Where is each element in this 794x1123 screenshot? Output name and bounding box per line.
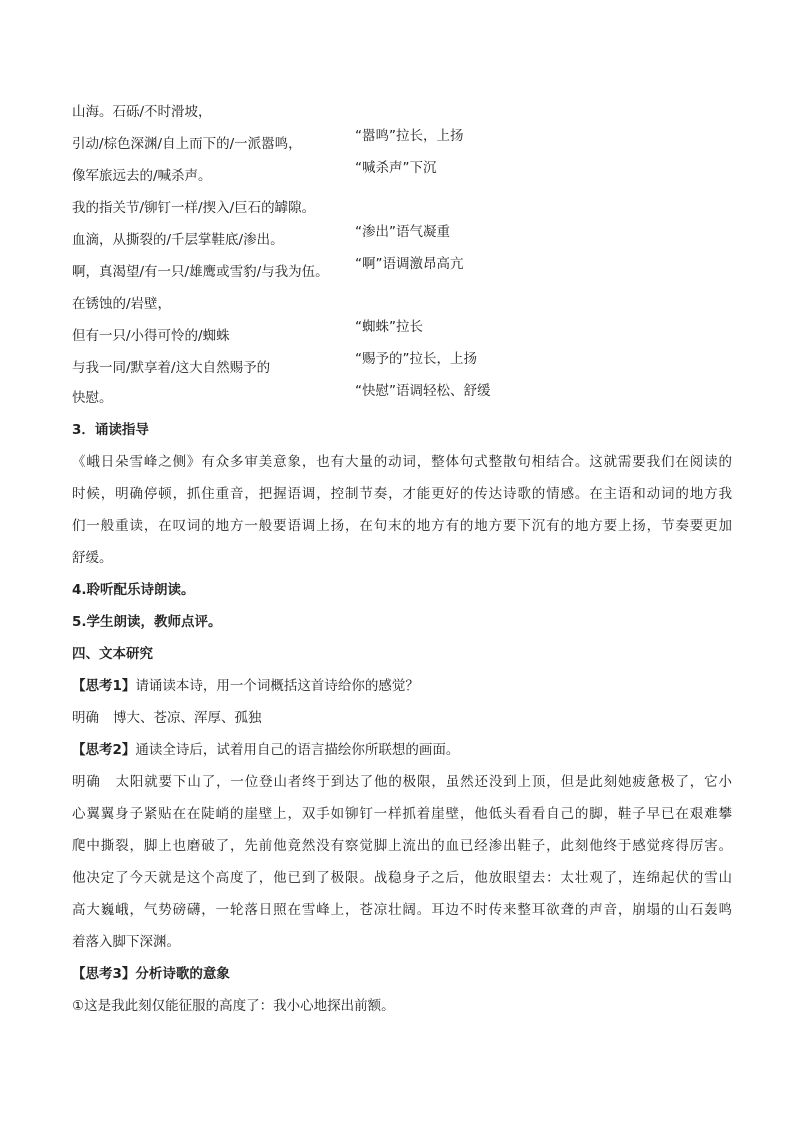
think-2-answer-line: 他决定了今天就是这个高度了，他已到了极限。战稳身子之后，他放眼望去：太壮观了，连绵起伏的雪山 bbox=[72, 870, 732, 886]
poem-line: 我的指关节/铆钉一样/揳入/巨石的罅隙。 bbox=[72, 200, 316, 216]
reading-note: “渗出”语气凝重 bbox=[355, 224, 450, 240]
think-2-label: 【思考2】 bbox=[72, 742, 136, 758]
guide-paragraph-line: 们一般重读，在叹词的地方一般要语调上扬，在句末的地方有的地方要下沉有的地方要上扬，节奏要更加 bbox=[72, 518, 732, 534]
think-2-answer-line: 心翼翼身子紧贴在在陡峭的崖壁上，双手如铆钉一样抓着崖壁，他低头看看自己的脚，鞋子早已在艰难攀 bbox=[72, 806, 732, 822]
step-5-heading: 5.学生朗读，教师点评。 bbox=[72, 614, 222, 630]
poem-line: 在锈蚀的/岩壁， bbox=[72, 296, 172, 312]
reading-note: “啊”语调激昂高亢 bbox=[355, 256, 464, 272]
guide-paragraph-line: 《峨日朵雪峰之侧》有众多审美意象，也有大量的动词，整体句式整散句相结合。这就需要我们在阅读的 bbox=[72, 454, 732, 470]
reading-note: “嚣鸣”拉长，上扬 bbox=[355, 128, 464, 144]
poem-line: 山海。石砾/不时滑坡， bbox=[72, 104, 212, 120]
think-2-answer-line: 爬中撕裂，脚上也磨破了，先前他竟然没有察觉脚上流出的血已经渗出鞋子，此刻他终于感觉疼得厉害。 bbox=[72, 838, 732, 854]
think-1-question bbox=[72, 677, 732, 695]
poem-line: 快慰。 bbox=[72, 390, 113, 406]
poem-line: 血滴，从撕裂的/千层掌鞋底/渗出。 bbox=[72, 232, 284, 248]
guide-paragraph-line: 舒缓。 bbox=[72, 550, 113, 566]
step-4-heading: 4.聆听配乐诗朗读。 bbox=[72, 582, 195, 598]
think-3-label: 【思考3】 bbox=[72, 966, 136, 982]
think-2-answer-line bbox=[72, 773, 732, 791]
poem-line: 与我一同/默享着/这大自然赐予的 bbox=[72, 360, 271, 376]
reading-note: “蜘蛛”拉长 bbox=[355, 319, 423, 335]
think-3-title: 分析诗歌的意象 bbox=[135, 966, 230, 982]
think-2-answer-line: 着落入脚下深渊。 bbox=[72, 934, 180, 950]
answer-label: 明确 bbox=[72, 710, 99, 726]
reading-note: “赐予的”拉长，上扬 bbox=[355, 351, 477, 367]
think-2-question-text: 通读全诗后，试着用自己的语言描绘你所联想的画面。 bbox=[135, 742, 460, 758]
poem-line: 啊，真渴望/有一只/雄鹰或雪豹/与我为伍。 bbox=[72, 264, 329, 280]
poem-line: 引动/棕色深渊/自上而下的/一派嚣鸣， bbox=[72, 136, 302, 152]
think-2-question bbox=[72, 741, 732, 759]
section-4-heading: 四、文本研究 bbox=[72, 646, 153, 662]
answer-label: 明确 bbox=[72, 774, 101, 790]
poem-line: 像军旅远去的/喊杀声。 bbox=[72, 168, 212, 184]
reading-note: “喊杀声”下沉 bbox=[355, 160, 437, 176]
poem-line: 但有一只/小得可怜的/蜘蛛 bbox=[72, 328, 230, 344]
think-3-heading bbox=[72, 965, 732, 983]
imagery-item-1: ①这是我此刻仅能征服的高度了：我小心地探出前额。 bbox=[72, 998, 395, 1014]
think-1-label: 【思考1】 bbox=[72, 678, 136, 694]
think-2-answer-line: 高大巍峨，气势磅礴，一轮落日照在雪峰上，苍凉壮阔。耳边不时传来整耳欲聋的声音，崩塌的山石轰鸣 bbox=[72, 902, 732, 918]
think-1-answer-text: 博大、苍凉、浑厚、孤独 bbox=[113, 710, 262, 726]
guide-heading: 3．诵读指导 bbox=[72, 422, 149, 438]
think-1-answer bbox=[72, 709, 732, 727]
reading-note: “快慰”语调轻松、舒缓 bbox=[355, 383, 491, 399]
think-2-answer-text: 太阳就要下山了，一位登山者终于到达了他的极限，虽然还没到上顶，但是此刻她疲惫极了，它小 bbox=[114, 774, 733, 790]
guide-paragraph-line: 时候，明确停顿，抓住重音，把握语调，控制节奏，才能更好的传达诗歌的情感。在主语和动词的地方我 bbox=[72, 486, 732, 502]
think-1-question-text: 请诵读本诗，用一个词概括这首诗给你的感觉？ bbox=[135, 678, 419, 694]
